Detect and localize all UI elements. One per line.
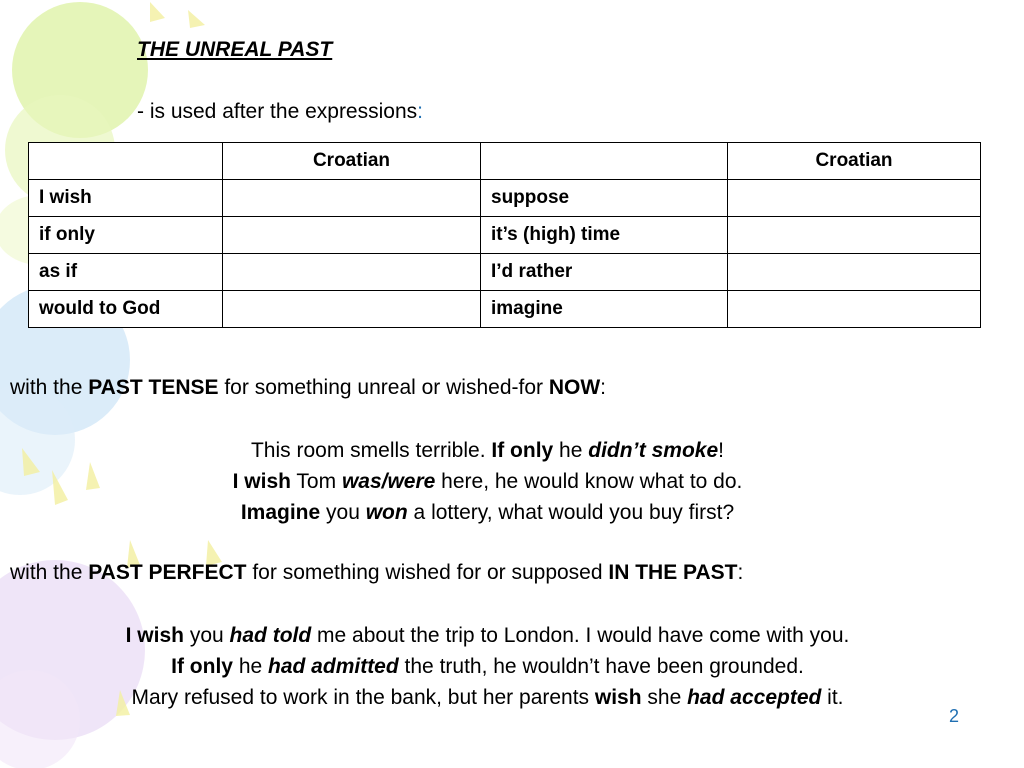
emphasis-text: Imagine (240, 501, 321, 524)
emphasis-text: If only (171, 655, 233, 678)
past-perfect-heading (10, 561, 743, 585)
text-segment: he (553, 439, 589, 462)
text-segment: a lottery, what would you buy first? (407, 501, 735, 524)
emphasis-text: I wish (125, 624, 184, 647)
past-tense-examples (0, 435, 975, 528)
text-segment: here, he would know what to do. (435, 470, 743, 493)
text-segment: : (737, 561, 744, 584)
text-segment: the truth, he wouldn’t have been grounded. (398, 655, 804, 678)
table-cell (223, 254, 481, 291)
text-segment: with the (10, 561, 89, 584)
table-cell (728, 180, 981, 217)
text-segment: Mary refused to work in the bank, but her parents (131, 686, 595, 709)
intro-line (137, 100, 423, 124)
slide-title: THE UNREAL PAST (137, 38, 333, 61)
text-segment: me about the trip to London. I would have come with you. (311, 624, 850, 647)
table-cell (223, 291, 481, 328)
example-sentence (0, 620, 975, 651)
past-tense-heading (10, 376, 606, 400)
emphasis-text: PAST PERFECT (88, 561, 247, 584)
table-cell (223, 180, 481, 217)
table-cell (728, 217, 981, 254)
example-sentence (0, 682, 975, 713)
emphasis-text: was/were (341, 470, 436, 493)
page-number: 2 (949, 706, 960, 726)
text-segment: Tom (290, 470, 342, 493)
past-perfect-examples (0, 620, 975, 713)
table-row (29, 254, 981, 291)
text-segment: for something wished for or supposed (246, 561, 609, 584)
text-segment: she (641, 686, 688, 709)
table-header-cell: Croatian (728, 143, 981, 180)
table-cell (728, 291, 981, 328)
table-cell: as if (29, 254, 223, 291)
table-cell: I wish (29, 180, 223, 217)
emphasis-text: had admitted (268, 655, 399, 678)
table-cell (728, 254, 981, 291)
table-cell: would to God (29, 291, 223, 328)
emphasis-text: had told (229, 624, 312, 647)
table-cell: I’d rather (481, 254, 728, 291)
text-segment: This room smells terrible. (250, 439, 492, 462)
intro-text: - is used after the expressions (137, 100, 418, 123)
emphasis-text: PAST TENSE (88, 376, 219, 399)
text-segment: with the (10, 376, 89, 399)
table-row (29, 217, 981, 254)
text-segment: : (600, 376, 607, 399)
table-cell (223, 217, 481, 254)
table-header-row (29, 143, 981, 180)
emphasis-text: had accepted (687, 686, 822, 709)
text-segment: it. (821, 686, 844, 709)
emphasis-text: wish (594, 686, 642, 709)
emphasis-text: won (365, 501, 408, 524)
example-sentence (0, 497, 975, 528)
text-segment: for something unreal or wished-for (218, 376, 549, 399)
expressions-table (28, 142, 981, 328)
table-row (29, 291, 981, 328)
example-sentence (0, 651, 975, 682)
table-cell: if only (29, 217, 223, 254)
text-segment: he (232, 655, 269, 678)
table-cell: imagine (481, 291, 728, 328)
table-row (29, 180, 981, 217)
example-sentence (0, 466, 975, 497)
table-header-cell: Croatian (223, 143, 481, 180)
text-segment: you (184, 624, 230, 647)
text-segment: you (320, 501, 366, 524)
table-cell: it’s (high) time (481, 217, 728, 254)
emphasis-text: If only (491, 439, 554, 462)
table-header-cell (481, 143, 728, 180)
emphasis-text: didn’t smoke (588, 439, 719, 462)
text-segment: ! (718, 439, 724, 462)
intro-colon: : (417, 100, 423, 123)
emphasis-text: I wish (232, 470, 291, 493)
table-cell: suppose (481, 180, 728, 217)
table-header-cell (29, 143, 223, 180)
emphasis-text: NOW (548, 376, 601, 399)
emphasis-text: IN THE PAST (608, 561, 738, 584)
example-sentence (0, 435, 975, 466)
